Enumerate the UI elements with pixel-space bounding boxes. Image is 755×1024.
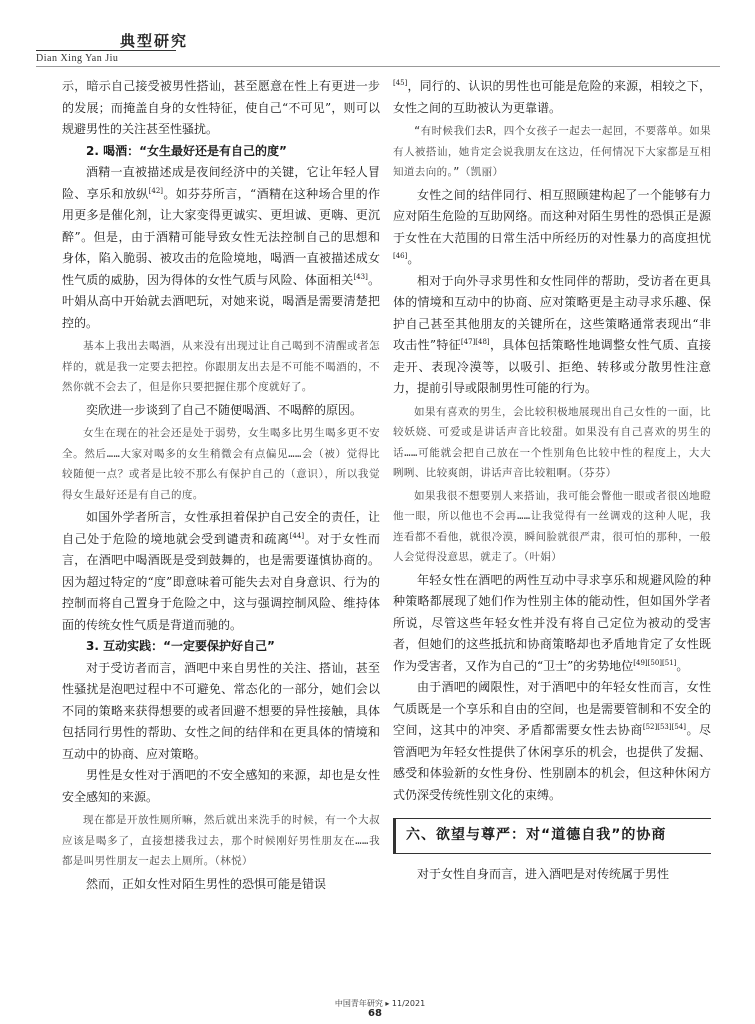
paragraph: 奕欣进一步谈到了自己不随便喝酒、不喝醉的原因。 bbox=[86, 402, 363, 417]
citation: [42] bbox=[148, 186, 164, 195]
citation: [43] bbox=[353, 272, 368, 281]
page-number: 68 bbox=[368, 1008, 382, 1019]
text: 年轻女性在酒吧的两性互动中寻求享乐和规避风险的种种策略都展现了她们作为性别主体的能动性，但如国外学者所说，尽管这些年轻女性并没有将自己定位为被动的受害者，但她们的这些抵抗和协商策略却也矛盾地肯定了女性既作为受害者，又作为自己的“卫士”的劣势地位 bbox=[393, 572, 711, 673]
text: 。尽管酒吧为年轻女性提供了休闲享乐的机会，也提供了发掘、感受和体验新的女性身份、性别剧本的机会，但这种休闲方式仍深受传统性别文化的束缚。 bbox=[393, 723, 711, 802]
paragraph bbox=[393, 185, 711, 271]
interview-quote: 女生在现在的社会还是处于弱势，女生喝多比男生喝多更不安全。然后……大家对喝多的女生稍微会有点偏见……会（被）觉得比较随便一点？或者是比较不那么有保护自己的（意识），所以我觉得女生最好还是有自己的度。 bbox=[62, 427, 380, 501]
header-rule bbox=[36, 50, 176, 51]
citation: [49][50][51] bbox=[633, 658, 677, 667]
citation: [52][53][54] bbox=[642, 723, 686, 731]
text: 。 bbox=[676, 658, 689, 673]
right-column bbox=[393, 76, 711, 885]
text: 如国外学者所言，女性承担着保护自己安全的责任，让自己处于危险的境地就会受到谴责和疏离 bbox=[62, 510, 380, 546]
text: 。如芬芬所言，“酒精在这种场合里的作用更多是催化剂，让大家变得更诚实、更坦诚、更嗨、更沉醉”。但是，由于酒精可能导致女性无法控制自己的思想和身体，陷入脆弱、被攻击的危险境地，喝酒一直被描述成女性气质的威胁，因为得体的女性气质与风险、体面相关 bbox=[62, 186, 380, 287]
paragraph bbox=[62, 507, 380, 636]
header-divider bbox=[36, 66, 720, 67]
paragraph bbox=[393, 570, 711, 678]
text: 。 bbox=[407, 252, 420, 266]
paragraph: 对于受访者而言，酒吧中来自男性的关注、搭讪，甚至性骚扰是泡吧过程中不可避免、常态化的一部分，她们会以不同的策略来获得想要的或者回避不想要的异性接触，具体包括同行男性的帮助、女性之间的结伴和在更具体的情境和互动中的协商、应对策略。 bbox=[62, 660, 380, 761]
text: 酒精一直被描述成是夜间经济中的关键，它让年轻人冒险、享乐和放纵 bbox=[62, 165, 380, 201]
subsection-heading: 3. 互动实践：“一定要保护好自己” bbox=[86, 639, 275, 653]
paragraph: 男性是女性对于酒吧的不安全感知的来源，却也是女性安全感知的来源。 bbox=[62, 768, 380, 804]
text: 女性之间的结伴同行、相互照顾建构起了一个能够有力应对陌生危险的互助网络。而这种对陌生男性的恐惧正是源于女性在大范围的日常生活中所经历的对性暴力的高度担忧 bbox=[393, 187, 711, 245]
interview-quote: 如果有喜欢的男生，会比较积极地展现出自己女性的一面，比较妖娆、可爱或是讲话声音比较甜。如果没有自己喜欢的男生的话……可能就会把自己放在一个性别角色比较中性的程度上，大大咧咧、比较爽朗，讲话声音比较粗啊。（芬芬） bbox=[393, 405, 711, 479]
text: ，同行的、认识的男性也可能是危险的来源，相较之下，女性之间的互助被认为更靠谱。 bbox=[393, 79, 711, 115]
paragraph bbox=[393, 76, 711, 119]
paragraph: 对于女性自身而言，进入酒吧是对传统属于男性 bbox=[417, 866, 670, 881]
text: 。对于女性而言，在酒吧中喝酒既是受到鼓舞的，也是需要谨慎协商的。因为超过特定的“度”即意味着可能失去对自身意识、行为的控制而将自己置身于危险之中，这与强调控制风险、维持体面的传统女性气质是背道而驰的。 bbox=[62, 531, 380, 632]
running-header-title: 典型研究 bbox=[120, 32, 189, 50]
paragraph bbox=[62, 162, 380, 334]
text: ，具体包括策略性地调整女性气质、直接走开、表现冷漠等，以吸引、拒绝、转移或分散男性注意力，提前引导或限制男性可能的行为。 bbox=[393, 338, 711, 395]
section-heading: 六、欲望与尊严：对“道德自我”的协商 bbox=[393, 818, 711, 854]
text: 由于酒吧的阈限性，对于酒吧中的年轻女性而言，女性气质既是一个享乐和自由的空间，也是需要管制和不安全的空间，这其中的冲突、矛盾都需要女性去协商 bbox=[393, 680, 711, 737]
interview-quote: 基本上我出去喝酒，从来没有出现过让自己喝到不清醒或者怎样的，就是我一定要去把控。你跟朋友出去是不可能不喝酒的，不然你就不会去了，但是你只要把握住那个度就好了。 bbox=[62, 340, 380, 393]
citation: [44] bbox=[289, 531, 305, 540]
footer-journal: 中国青年研究 ▸ 11/2021 bbox=[334, 999, 426, 1008]
text: 。叶娟从高中开始就去酒吧玩，对她来说，喝酒是需要清楚把控的。 bbox=[62, 272, 380, 330]
citation: [45] bbox=[393, 79, 408, 87]
paragraph bbox=[393, 271, 711, 400]
subsection-heading: 2. 喝酒：“女生最好还是有自己的度” bbox=[86, 143, 287, 158]
interview-quote: 现在都是开放性厕所嘛，然后就出来洗手的时候，有一个大叔应该是喝多了，直接想搂我过去，那个时候刚好男性朋友在……我都是叫男性朋友一起去上厕所。（林悦） bbox=[62, 814, 380, 867]
interview-quote: 如果我很不想要别人来搭讪，我可能会瞥他一眼或者很凶地瞪他一眼，所以他也不会再……让我觉得有一丝调戏的这种人呢，我连看都不看他，就很冷漠，瞬间脸就很严肃，很可怕的那种，一般人会觉得没意思，就走了。（叶娟） bbox=[393, 489, 711, 563]
paragraph: 然而，正如女性对陌生男性的恐惧可能是错误 bbox=[86, 876, 327, 891]
text: 相对于向外寻求男性和女性同伴的帮助，受访者在更具体的情境和互动中的协商、应对策略更是主动寻求乐趣、保护自己甚至其他朋友的关键所在，这些策略通常表现出“非攻击性”特征 bbox=[393, 273, 711, 352]
citation: [46] bbox=[393, 252, 408, 260]
running-header-subtitle: Dian Xing Yan Jiu bbox=[36, 53, 119, 64]
paragraph: 示，暗示自己接受被男性搭讪，甚至愿意在性上有更进一步的发展；而掩盖自身的女性特征，使自己“不可见”，则可以规避男性的关注甚至性骚扰。 bbox=[62, 79, 380, 136]
citation: [47][48] bbox=[460, 338, 490, 346]
interview-quote: “有时候我们去R，四个女孩子一起去一起回，不要落单。如果有人被搭讪，她肯定会说我朋友在这边，任何情况下大家都是互相知道去向的。”（凯丽） bbox=[393, 125, 711, 178]
left-column bbox=[62, 76, 380, 895]
paragraph bbox=[393, 677, 711, 806]
